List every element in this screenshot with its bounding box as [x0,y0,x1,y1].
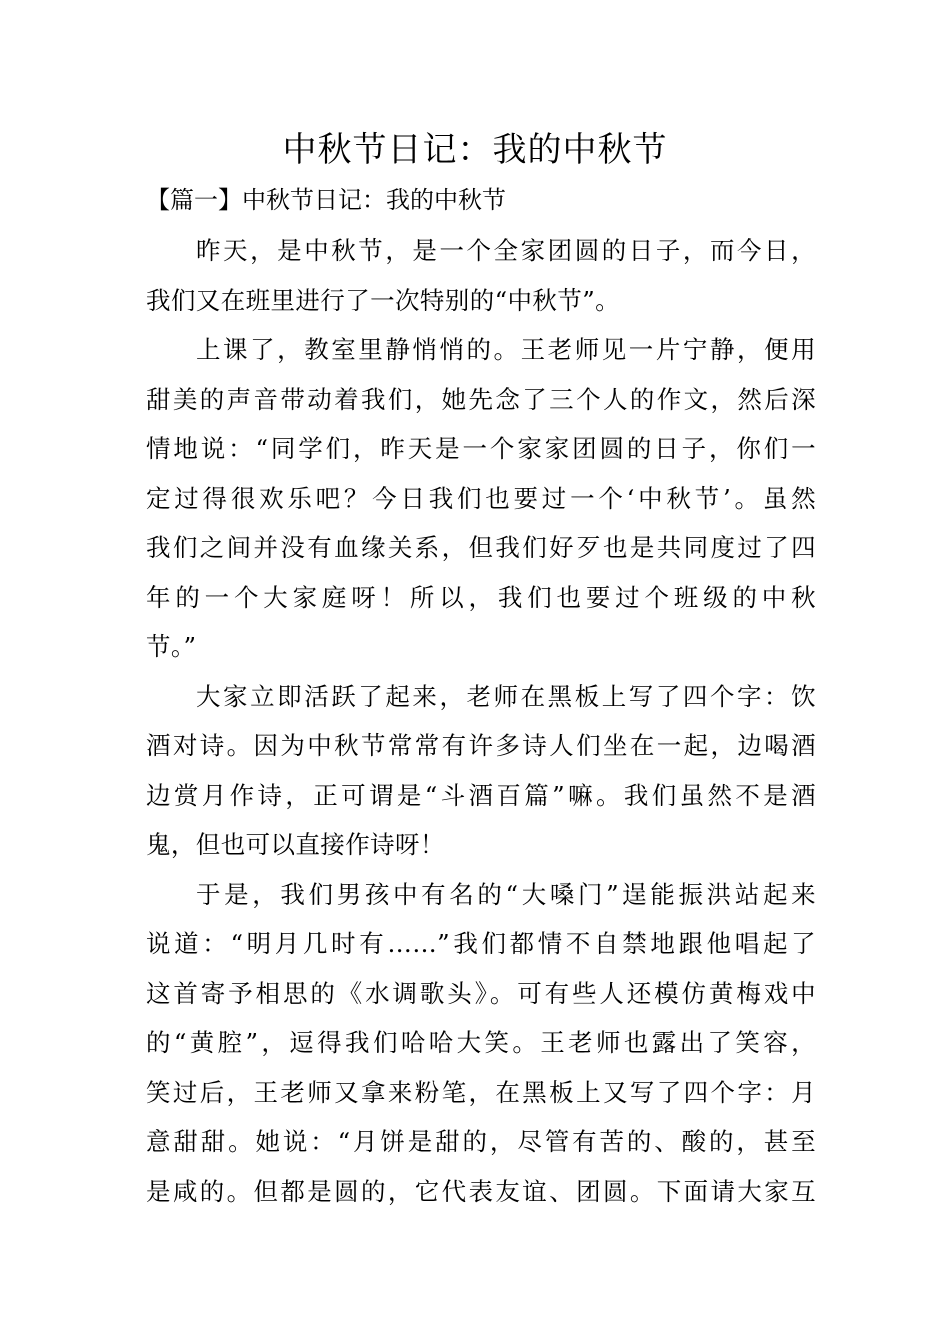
paragraph-line: 上课了，教室里静悄悄的。王老师见一片宁静，便用 [196,335,816,364]
paragraph-line: 于是，我们男孩中有名的“大嗓门”逞能振洪站起来 [196,879,816,909]
paragraph-line: 说道：“明月几时有……”我们都情不自禁地跟他唱起了 [146,929,816,958]
document-title: 中秋节日记：我的中秋节 [282,130,668,170]
paragraph [146,226,816,325]
paragraph-line: 年的一个大家庭呀！所以，我们也要过个班级的中秋 [146,582,816,612]
paragraph [146,325,816,672]
paragraph-line: 笑过后，王老师又拿来粉笔，在黑板上又写了四个字：月 [146,1077,816,1107]
paragraph-line: 我们之间并没有血缘关系，但我们好歹也是共同度过了四 [146,533,816,562]
body-text [146,226,816,1216]
paragraph-line: 昨天，是中秋节，是一个全家团圆的日子，而今日， [196,236,816,265]
paragraph-line: 鬼，但也可以直接作诗呀！ [146,830,445,859]
paragraph-line: 酒对诗。因为中秋节常常有许多诗人们坐在一起，边喝酒 [146,731,816,760]
paragraph-line: 的“黄腔”，逗得我们哈哈大笑。王老师也露出了笑容， [146,1028,816,1057]
paragraph-line: 我们又在班里进行了一次特别的“中秋节”。 [146,285,621,315]
paragraph [146,672,816,870]
paragraph-line: 大家立即活跃了起来，老师在黑板上写了四个字：饮 [196,681,816,711]
paragraph-line: 情地说：“同学们，昨天是一个家家团圆的日子，你们一 [146,434,816,463]
paragraph-line: 是咸的。但都是圆的，它代表友谊、团圆。下面请大家互 [146,1176,816,1206]
paragraph [146,870,816,1217]
paragraph-line: 甜美的声音带动着我们，她先念了三个人的作文，然后深 [146,384,816,414]
paragraph-line: 这首寄予相思的《水调歌头》。可有些人还模仿黄梅戏中 [146,978,816,1008]
paragraph-line: 定过得很欢乐吧？今日我们也要过一个‘中秋节’。虽然 [146,483,816,513]
section-heading: 【篇一】中秋节日记：我的中秋节 [146,186,506,214]
paragraph-line: 边赏月作诗，正可谓是“斗酒百篇”嘛。我们虽然不是酒 [146,780,816,810]
paragraph-line: 节。” [146,632,197,661]
paragraph-line: 意甜甜。她说：“月饼是甜的，尽管有苦的、酸的，甚至 [146,1127,816,1156]
